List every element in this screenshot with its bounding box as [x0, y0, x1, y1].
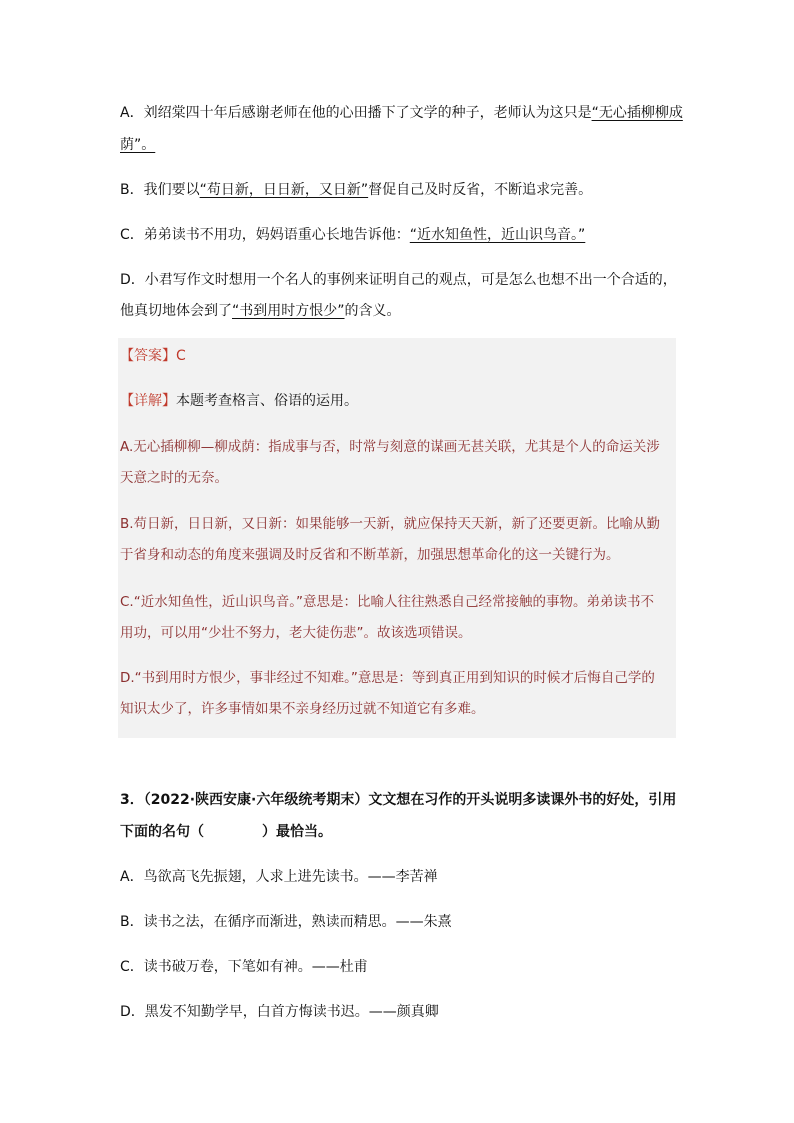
detail-heading — [120, 391, 358, 411]
explanation-b-line2: 于省身和动态的角度来强调及时反省和不断革新，加强思想革命化的这一关键行为。 — [120, 547, 620, 563]
explanation-c-line1: C.“近水知鱼性，近山识鸟音。”意思是：比喻人往往熟悉自己经常接触的事物。弟弟读书不 — [120, 594, 654, 610]
explanation-d-line2: 知识太少了，许多事情如果不亲身经历过就不知道它有多难。 — [120, 701, 485, 717]
option-d-quote: “书到用时方恨少” — [232, 303, 345, 319]
explanation-b-line1: B.苟日新，日日新，又日新：如果能够一天新，就应保持天天新，新了还要更新。比喻从勤 — [120, 516, 661, 532]
explanation-a-line1: A.无心插柳柳—柳成荫：指成事与否，时常与刻意的谋画无甚关联，尤其是个人的命运关涉 — [120, 439, 660, 455]
option-b-quote: “苟日新，日日新，又日新” — [199, 182, 369, 198]
option-d-prefix: 他真切地体会到了 — [120, 303, 232, 319]
explanation-c-line2: 用功，可以用“少壮不努力，老大徒伤悲”。故该选项错误。 — [120, 625, 472, 641]
option-d-line1: D．小君写作文时想用一个名人的事例来证明自己的观点，可是怎么也想不出一个合适的， — [120, 272, 677, 288]
question-3-line2 — [120, 822, 332, 842]
option-c-prefix: C．弟弟读书不用功，妈妈语重心长地告诉他： — [120, 227, 410, 243]
option-c-quote: “近水知鱼性，近山识鸟音。” — [409, 227, 586, 243]
option-d-suffix: 的含义。 — [344, 303, 401, 319]
explanation-d-line1: D.“书到用时方恨少，事非经过不知难。”意思是：等到真正用到知识的时候才后悔自己学的 — [120, 670, 655, 686]
question-3-option-c: C．读书破万卷，下笔如有神。——杜甫 — [120, 959, 368, 975]
option-c — [120, 225, 585, 245]
option-b-suffix: 督促自己及时反省，不断追求完善。 — [368, 182, 593, 198]
option-b-prefix: B．我们要以 — [120, 182, 200, 198]
option-a-line1 — [120, 103, 683, 123]
question-3-prefix: 下面的名句（ — [120, 824, 204, 840]
option-a-quote-end: 荫”。 — [120, 137, 156, 153]
option-a-line2 — [120, 135, 155, 155]
question-3-suffix: ）最恰当。 — [262, 824, 332, 840]
question-3-option-b: B．读书之法，在循序而渐进，熟读而精思。——朱熹 — [120, 914, 452, 930]
detail-text: 本题考查格言、俗语的运用。 — [176, 393, 358, 409]
option-b — [120, 180, 592, 200]
option-a-quote: “无心插柳柳成 — [591, 105, 683, 121]
option-a-text: A．刘绍棠四十年后感谢老师在他的心田播下了文学的种子，老师认为这只是 — [120, 105, 592, 121]
detail-label: 【详解】 — [120, 393, 176, 409]
question-3-option-d: D．黑发不知勤学早，白首方悔读书迟。——颜真卿 — [120, 1004, 439, 1020]
question-3-line1: 3．（2022·陕西安康·六年级统考期末）文文想在习作的开头说明多读课外书的好处，引用 — [120, 792, 677, 808]
question-3-option-a: A．鸟欲高飞先振翅，人求上进先读书。——李苦禅 — [120, 869, 438, 885]
explanation-a-line2: 天意之时的无奈。 — [120, 470, 228, 486]
option-d-line2 — [120, 301, 401, 321]
answer-label: 【答案】C — [120, 348, 186, 364]
